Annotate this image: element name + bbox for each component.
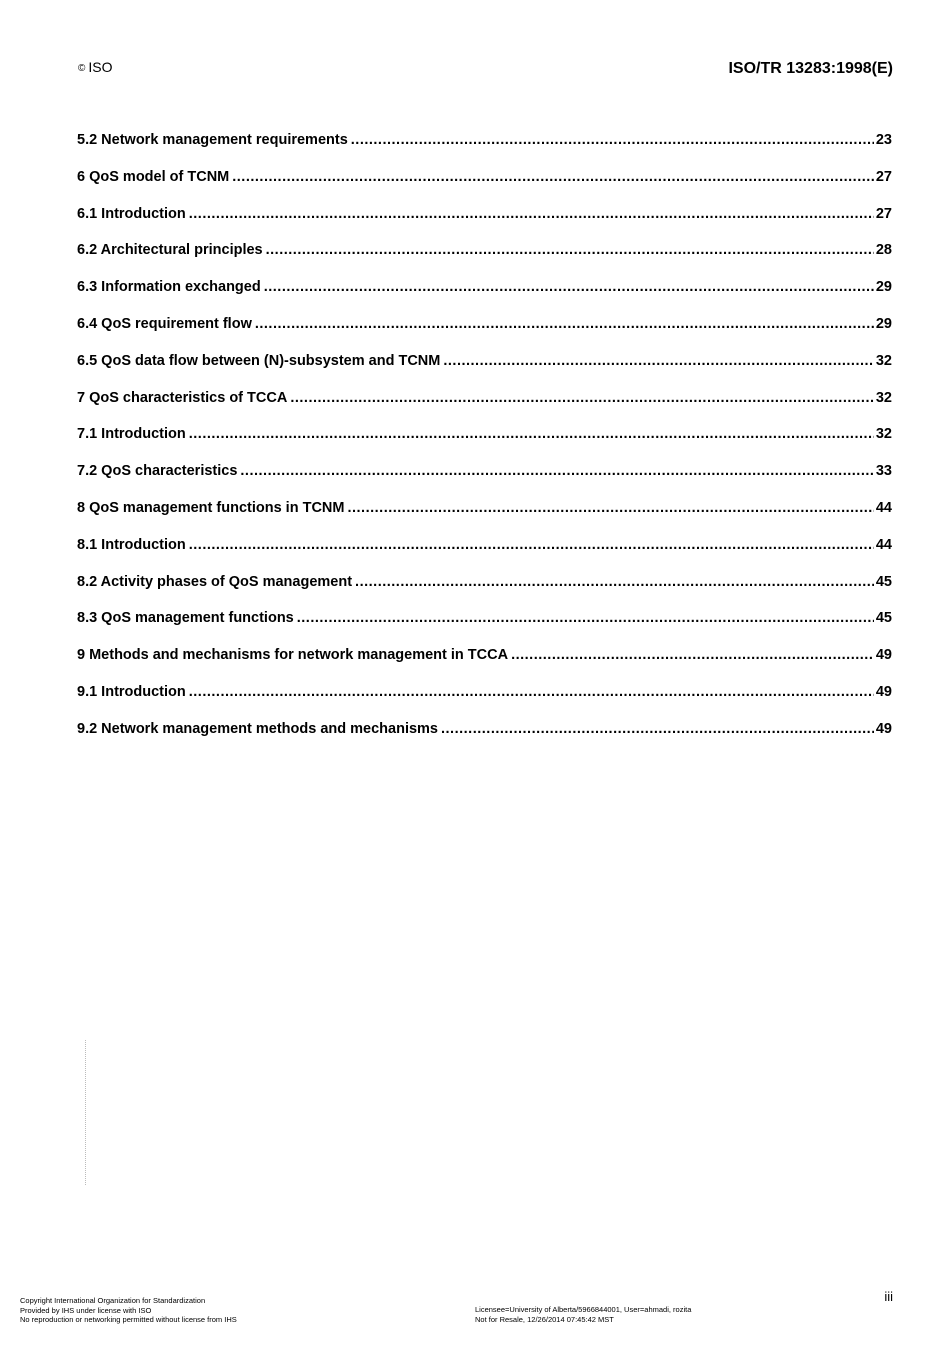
- toc-entry-page: 23: [875, 132, 892, 148]
- toc-entry[interactable]: [77, 647, 892, 684]
- footer-license: [475, 1305, 691, 1324]
- toc-entry[interactable]: [77, 610, 892, 647]
- toc-dot-leader: [264, 279, 874, 295]
- toc-entry-page: 32: [875, 426, 892, 443]
- header-org: ISO: [88, 59, 113, 75]
- toc-entry-page: 49: [875, 647, 892, 664]
- toc-entry-page: 44: [875, 536, 892, 553]
- table-of-contents: [77, 132, 892, 758]
- toc-entry-title: 8.2 Activity phases of QoS management: [77, 573, 353, 590]
- toc-entry[interactable]: [77, 463, 892, 500]
- toc-dot-leader: [240, 463, 873, 479]
- toc-entry-title: 9 Methods and mechanisms for network management in TCCA: [77, 647, 509, 664]
- toc-dot-leader: [255, 316, 874, 332]
- toc-entry-page: 33: [875, 463, 892, 480]
- toc-entry-title: 7.2 QoS characteristics: [77, 463, 238, 480]
- toc-dot-leader: [441, 721, 874, 737]
- footer-line: No reproduction or networking permitted without license from IHS: [20, 1315, 237, 1324]
- toc-entry[interactable]: [77, 390, 892, 427]
- toc-entry-title: 6.5 QoS data flow between (N)-subsystem and TCNM: [77, 352, 441, 369]
- toc-entry-page: 49: [875, 683, 892, 700]
- toc-entry-title: 8.1 Introduction: [77, 536, 186, 553]
- toc-entry[interactable]: [77, 426, 892, 463]
- toc-dot-leader: [443, 353, 874, 369]
- toc-dot-leader: [355, 574, 874, 590]
- toc-entry-page: 27: [875, 168, 892, 185]
- toc-entry-page: 29: [875, 279, 892, 296]
- footer-copyright: [20, 1296, 237, 1325]
- toc-entry[interactable]: [77, 242, 892, 279]
- toc-entry-page: 27: [875, 205, 892, 222]
- toc-dot-leader: [347, 500, 873, 516]
- toc-dot-leader: [290, 390, 874, 406]
- footer-line: Provided by IHS under license with ISO: [20, 1305, 152, 1315]
- toc-entry[interactable]: [77, 169, 892, 206]
- toc-entry-page: 32: [875, 389, 892, 406]
- toc-entry-title: 5.2 Network management requirements: [77, 132, 348, 148]
- margin-marks: [85, 1040, 89, 1185]
- footer-line: Copyright International Organization for Standardization: [20, 1296, 206, 1305]
- toc-entry-title: 6 QoS model of TCNM: [77, 168, 230, 185]
- toc-entry-page: 32: [875, 352, 892, 369]
- toc-entry-title: 8 QoS management functions in TCNM: [77, 499, 345, 516]
- toc-entry-title: 6.3 Information exchanged: [77, 279, 261, 296]
- toc-dot-leader: [189, 684, 874, 700]
- toc-dot-leader: [266, 242, 874, 258]
- toc-entry-page: 44: [875, 499, 892, 516]
- toc-entry[interactable]: [77, 316, 892, 353]
- toc-entry-page: 28: [875, 242, 892, 259]
- toc-dot-leader: [232, 169, 874, 185]
- toc-entry[interactable]: [77, 279, 892, 316]
- toc-entry[interactable]: [77, 206, 892, 243]
- copyright-symbol: ©: [78, 63, 86, 74]
- document-id: ISO/TR 13283:1998(E): [728, 60, 893, 77]
- header-copyright: [78, 59, 113, 75]
- toc-dot-leader: [511, 647, 874, 663]
- toc-entry[interactable]: [77, 353, 892, 390]
- page-number: iii: [884, 1289, 893, 1304]
- toc-entry[interactable]: [77, 684, 892, 721]
- toc-entry-title: 6.1 Introduction: [77, 205, 186, 222]
- toc-dot-leader: [189, 206, 874, 222]
- toc-dot-leader: [189, 426, 874, 442]
- toc-entry[interactable]: [77, 537, 892, 574]
- toc-entry[interactable]: [77, 574, 892, 611]
- footer-line: Licensee=University of Alberta/5966844001, User=ahmadi, rozita: [475, 1305, 692, 1314]
- toc-entry-page: 45: [875, 610, 892, 627]
- toc-entry[interactable]: [77, 500, 892, 537]
- toc-entry-page: 49: [875, 720, 892, 737]
- toc-entry-title: 6.2 Architectural principles: [77, 242, 263, 259]
- footer-line: Not for Resale, 12/26/2014 07:45:42 MST: [475, 1314, 614, 1324]
- toc-entry-title: 9.1 Introduction: [77, 683, 186, 700]
- toc-entry[interactable]: [77, 721, 892, 758]
- toc-dot-leader: [351, 132, 874, 148]
- toc-entry-title: 7.1 Introduction: [77, 426, 186, 443]
- toc-entry-page: 45: [875, 573, 892, 590]
- toc-dot-leader: [297, 610, 874, 626]
- toc-entry-title: 6.4 QoS requirement flow: [77, 315, 252, 332]
- toc-entry-title: 8.3 QoS management functions: [77, 610, 294, 627]
- toc-dot-leader: [189, 537, 874, 553]
- toc-entry-page: 29: [875, 315, 892, 332]
- toc-entry-title: 7 QoS characteristics of TCCA: [77, 389, 288, 406]
- toc-entry-title: 9.2 Network management methods and mechanisms: [77, 720, 438, 737]
- toc-entry[interactable]: [77, 132, 892, 169]
